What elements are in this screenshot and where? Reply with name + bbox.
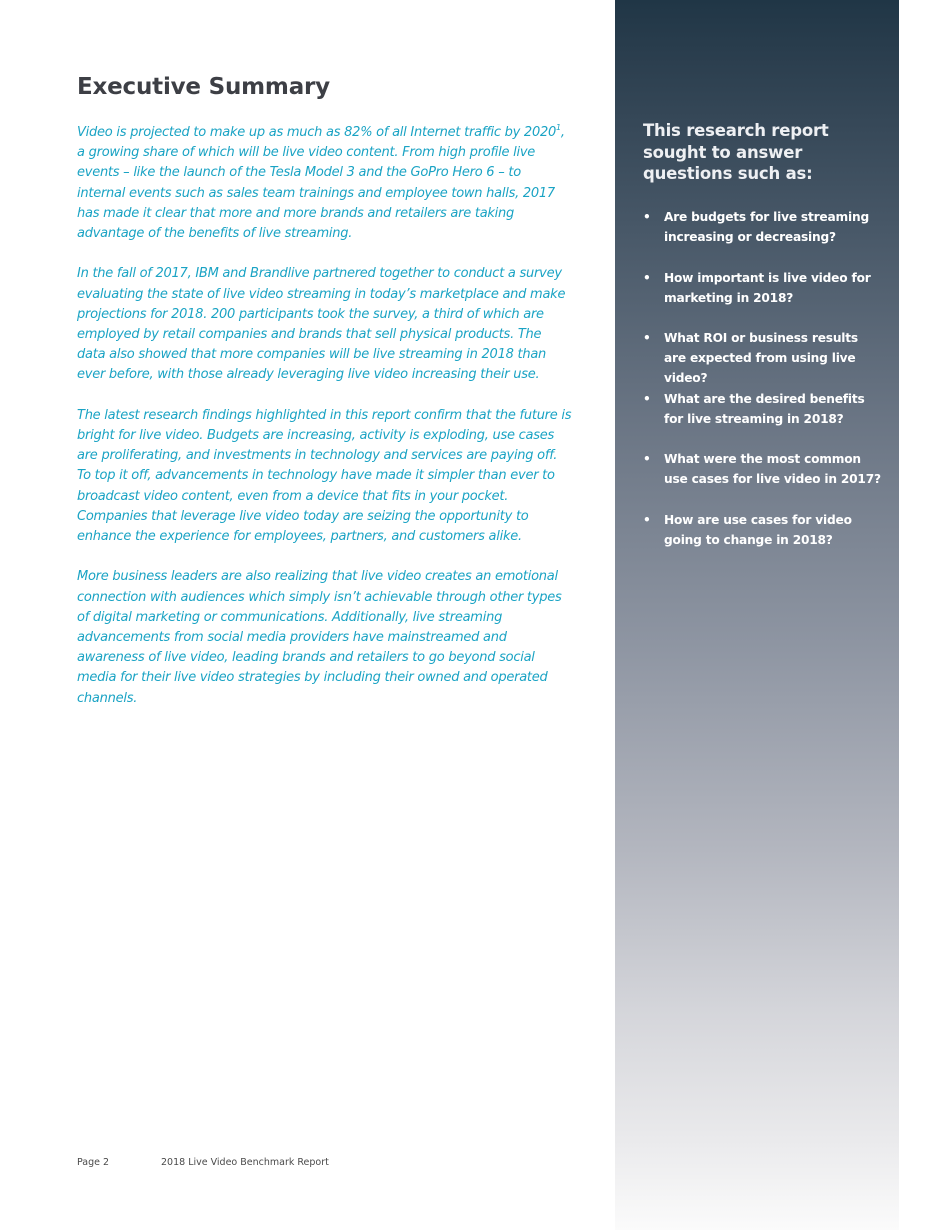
summary-paragraph: More business leaders are also realizing that live video creates an emotional connection with audiences which simply isn’t achievable through other types of digital marketing or communications. Additionally, live streaming advancements from social media providers have mainstreamed and awareness of live video, leading brands and retailers to go beyond social media for their live video strategies by including their owned and operated channels. <box>77 569 562 706</box>
question-item <box>643 207 883 268</box>
question-item <box>643 510 883 571</box>
bullet-icon: • <box>643 512 651 527</box>
footer-report-title: 2018 Live Video Benchmark Report <box>161 1157 329 1168</box>
bullet-icon: • <box>643 210 651 224</box>
bullet-icon: • <box>643 270 651 285</box>
bullet-icon: • <box>643 391 651 406</box>
intro-text-end: , a growing share of which will be live video content. From high profile live events – like the launch of the Tesla Model 3 and the GoPro Hero 6 – to internal events such as sales team trainings and employee town halls, 2017 has made it clear that more and more brands and retailers are taking advantage of the benefits of live streaming. <box>77 125 565 242</box>
research-questions-sidebar <box>615 0 899 1230</box>
sidebar-heading: This research report sought to answer questions such as: <box>643 121 829 183</box>
question-item <box>643 268 883 329</box>
page-number: Page 2 <box>77 1157 110 1168</box>
intro-text-start: Video is projected to make up as much as 82% of all Internet traffic by 2020 <box>77 125 557 140</box>
question-item <box>643 389 883 450</box>
question-text: Are budgets for live streaming increasing or decreasing? <box>664 210 869 245</box>
page-title: Executive Summary <box>77 74 330 100</box>
question-text: What were the most common use cases for live video in 2017? <box>664 452 881 487</box>
bullet-icon: • <box>643 331 651 345</box>
summary-body <box>77 123 572 729</box>
footnote-marker: 1 <box>556 123 561 132</box>
summary-paragraph: In the fall of 2017, IBM and Brandlive partnered together to conduct a survey evaluating the state of live video streaming in today’s marketplace and make projections for 2018. 200 participants took the survey, a third of which are employed by retail companies and brands that sell physical products. The data also showed that more companies will be live streaming in 2018 than ever before, with those already leveraging live video increasing their use. <box>77 266 566 383</box>
question-item <box>643 449 883 510</box>
bullet-icon: • <box>643 452 651 466</box>
summary-paragraph: The latest research findings highlighted in this report confirm that the future is bright for live video. Budgets are increasing, activity is exploding, use cases are proliferating, and investments in technology and services are paying off. To top it off, advancements in technology have made it simpler than ever to broadcast video content, even from a device that fits in your pocket. Companies that leverage live video today are seizing the opportunity to enhance the experience for employees, partners, and customers alike. <box>77 407 572 545</box>
question-text: How are use cases for video going to change in 2018? <box>664 512 852 547</box>
question-list <box>643 207 883 570</box>
question-text: What ROI or business results are expected from using live video? <box>664 331 858 386</box>
question-item <box>643 328 883 389</box>
question-text: How important is live video for marketing in 2018? <box>664 270 871 305</box>
summary-paragraph <box>77 123 572 244</box>
question-text: What are the desired benefits for live streaming in 2018? <box>664 391 865 426</box>
